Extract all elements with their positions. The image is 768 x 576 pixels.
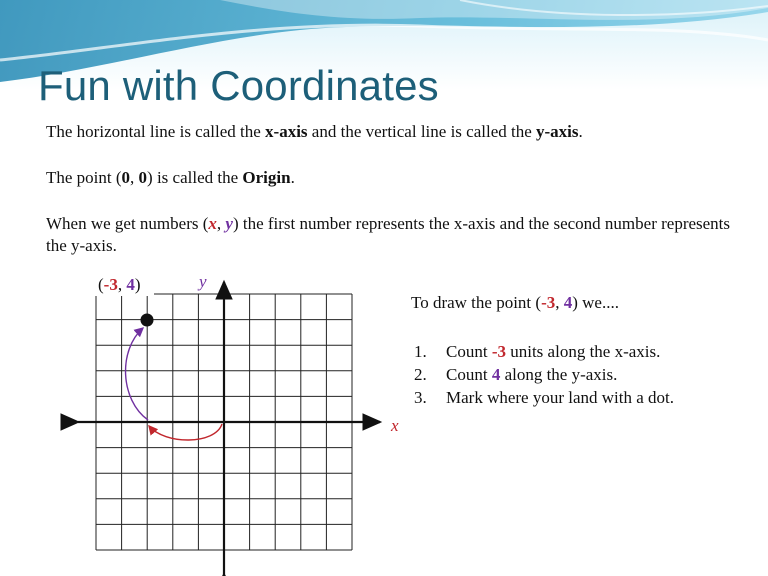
plotted-point (141, 314, 154, 327)
y-axis-label: y (199, 272, 207, 291)
slide-title: Fun with Coordinates (38, 62, 439, 109)
paragraph-numbers: When we get numbers (x, y) the first number represents the x-axis and the second number represents the y-axis. (46, 214, 731, 255)
step-item: 1. Count -3 units along the x-axis. (414, 342, 661, 361)
steps-list (414, 340, 674, 409)
step-item: 3. Mark where your land with a dot. (414, 388, 675, 407)
x-axis-label: x (391, 416, 399, 435)
y-step-arrow (126, 328, 148, 420)
instruction-line: To draw the point (-3, 4) we.... (411, 293, 619, 312)
point-label: (-3, 4) (98, 275, 141, 294)
step-item: 2. Count 4 along the y-axis. (414, 365, 618, 384)
origin-term: Origin (242, 168, 291, 187)
y-axis-term: y-axis (536, 122, 579, 141)
paragraph-axes: The horizontal line is called the x-axis and the vertical line is called the y-axis. (46, 122, 583, 141)
paragraph-origin: The point (0, 0) is called the Origin. (46, 168, 295, 187)
x-step-arrow (149, 424, 222, 440)
x-axis-term: x-axis (265, 122, 308, 141)
